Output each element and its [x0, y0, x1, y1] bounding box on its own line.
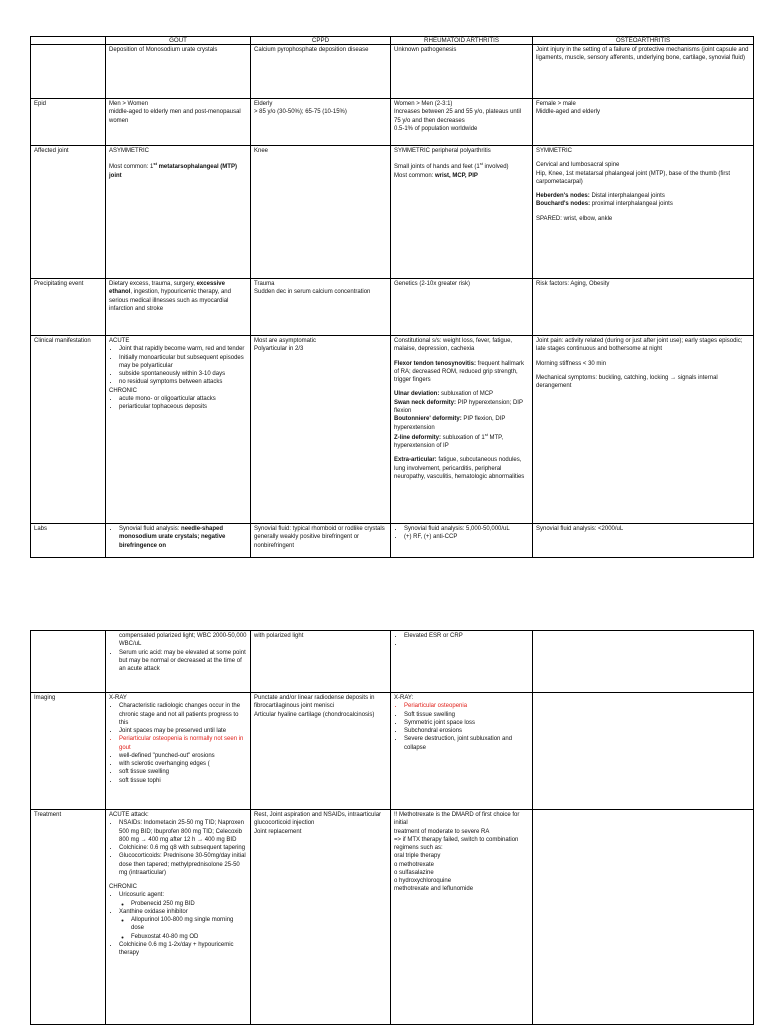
list-item: • with sclerotic overhanging edges ( [119, 760, 247, 768]
text: signals internal derangement [536, 374, 718, 390]
text: fatigue, subcutaneous nodules, lung involvement, pericarditis, peripheral neuropathy, vasculitis, hematologic abnormalities [394, 457, 525, 480]
text: PIP hyperextension; DIP flexion [394, 399, 523, 414]
cell-oa: Risk factors: Aging, Obesity [533, 279, 754, 336]
row-label: Treatment [31, 810, 106, 1025]
cell-cppd [251, 279, 391, 336]
cell-cppd [251, 336, 391, 524]
list-item: • Colchicine 0.6 mg 1-2x/day + hypouricemic therapy [119, 941, 247, 958]
header-gout: GOUT [106, 37, 251, 45]
text: SYMMETRIC [536, 148, 572, 155]
list-item [119, 908, 247, 941]
row-label: Imaging [31, 693, 106, 810]
text: frequent hallmark of RA; decreased ROM, reduced grip strength, trigger fingers [394, 360, 525, 384]
cell-ra [391, 99, 533, 146]
cell-cppd: Knee [251, 146, 391, 279]
text: Hip, Knee, 1st metatarsal phalangeal joint (MTP), base of the thumb (first carpometacarpal) [536, 170, 731, 185]
text: o methotrexate [394, 861, 435, 868]
text: Elderly [254, 101, 273, 108]
cell-cppd [251, 99, 391, 146]
text: st [484, 431, 488, 437]
list-item: • acute mono- or oligoarticular attacks [119, 395, 247, 403]
header-oa: OSTEOARTHRITIS [533, 37, 754, 45]
cell-gout [106, 524, 251, 558]
text: Constitutional s/s: [394, 338, 444, 345]
text: subluxation of MCP [439, 391, 494, 398]
header-cppd: CPPD [251, 37, 391, 45]
cell-ra [391, 810, 533, 1025]
cell-gout [106, 99, 251, 146]
text: Heberden's nodes: [536, 193, 590, 200]
cell-ra [391, 524, 533, 558]
row-label: Clinical manifestation [31, 336, 106, 524]
text: Most common: 1 [109, 164, 154, 171]
text: st [153, 161, 157, 167]
row-label: Labs [31, 524, 106, 558]
list-item: • Severe destruction, joint subluxation and collapse [404, 735, 529, 752]
text: Z-line deformity: [394, 434, 442, 441]
list [109, 525, 247, 550]
text: Men > Women [109, 101, 149, 108]
text: Dietary excess, trauma, surgery, [109, 281, 197, 288]
text: PIP flexion, DIP hyperextension [394, 416, 506, 431]
text [394, 360, 529, 385]
list-item: • Joint that rapidly become warm, red and tender [119, 345, 247, 353]
text: methotrexate and leflunomide [394, 886, 474, 893]
arrow-icon: → [670, 374, 677, 381]
list-item: • Periarticular osteopenia is normally not seen in gout [119, 735, 247, 752]
list-item: • Soft tissue swelling [404, 711, 529, 719]
text: st [479, 161, 483, 167]
list-item: ◦ Probenecid 250 mg BID [131, 900, 247, 908]
arrow-icon: → [140, 836, 147, 843]
list-item: • Synovial fluid analysis: 5,000-50,000/uL [404, 525, 529, 533]
cell-ra [391, 336, 533, 524]
cell-oa: Joint injury in the setting of a failure of protective mechanisms (joint capsule and ligaments, muscle, sensory afferents, underlying bone, cartilage, synovial fluid) [533, 45, 754, 99]
text: Sudden dec in serum calcium concentration [254, 289, 371, 296]
text: compensated polarized light; WBC 2000-50,000 WBC/uL [119, 633, 247, 648]
text: Morning stiffness < 30 min [536, 360, 607, 367]
text: Cervical and lumbosacral spine [536, 162, 620, 169]
text: involved) [482, 164, 509, 171]
text: treatment of moderate to severe RA [394, 828, 490, 835]
text: SYMMETRIC peripheral polyarthritis [394, 148, 491, 155]
cell-gout: Deposition of Monosodium urate crystals [106, 45, 251, 99]
cell-oa [533, 693, 754, 810]
text: , ingestion, hypouricemic therapy, and serious medical illnesses such as myocardial infarction and stroke [109, 289, 231, 312]
header-empty [31, 37, 106, 45]
list-item [119, 819, 247, 844]
text: weight loss, fever, fatigue, malaise, depression, cachexia [394, 338, 513, 353]
table-row-affected-joint [31, 146, 754, 279]
cell-ra [391, 631, 533, 693]
text: Boutonniere' deformity: [394, 416, 462, 423]
cell-cppd: Calcium pyrophosphate deposition disease [251, 45, 391, 99]
cell-gout [106, 146, 251, 279]
list [109, 649, 247, 674]
list-item: • Symmetric joint space loss [404, 719, 529, 727]
text: MTP, hyperextension of IP [394, 434, 504, 450]
text [394, 172, 529, 180]
row-label [31, 631, 106, 693]
text: Rest, Joint aspiration and NSAIDs, intraarticular glucocorticoid injection [254, 812, 382, 827]
text: Xanthine oxidase inhibitor [119, 908, 188, 915]
list-item: • Colchicine: 0.6 mg q8 with subsequent tapering [119, 844, 247, 852]
text: oral triple therapy [394, 853, 441, 860]
text: CHRONIC [109, 387, 137, 394]
text: SPARED: wrist, elbow, ankle [536, 215, 613, 222]
text: Joint pain: activity related (during or just after joint use); early stages episodic; late stages continuous and bothersome at night [536, 338, 743, 353]
text: Joint replacement [254, 828, 302, 835]
text [394, 337, 529, 354]
cell-oa [533, 631, 754, 693]
list [109, 891, 247, 957]
header-row [31, 37, 754, 45]
cell-cppd: Synovial fluid: typical rhomboid or rodlike crystals generally weakly positive birefringent or nonbirefringent [251, 524, 391, 558]
text: Swan neck deformity: [394, 399, 457, 406]
list-item: • well-defined "punched-out" erosions [119, 752, 247, 760]
text: ACUTE attack: [109, 812, 149, 818]
text: middle-aged to elderly men and post-menopausal women [109, 109, 241, 124]
list [109, 702, 247, 785]
cell-ra [391, 693, 533, 810]
text: Most are asymptomatic [254, 338, 317, 345]
cell-oa [533, 336, 754, 524]
list [109, 395, 247, 412]
table-row-labs [31, 524, 754, 558]
text [109, 161, 247, 180]
cell-gout [106, 631, 251, 693]
text [394, 390, 529, 398]
list-item: • Initially monoarticular but subsequent episodes may be polyarticular [119, 354, 247, 371]
text [394, 161, 529, 171]
table-row-labs-continued [31, 631, 754, 693]
list [109, 345, 247, 386]
text: X-RAY [109, 695, 127, 701]
text: Ulnar deviation: [394, 391, 440, 398]
text [394, 399, 529, 416]
table-row-definition [31, 45, 754, 99]
text: 400 mg after 12 h [146, 836, 198, 843]
cell-ra [391, 146, 533, 279]
list-item [119, 525, 247, 550]
text: o sulfasalazine [394, 869, 434, 876]
cell-gout [106, 336, 251, 524]
cell-oa: Synovial fluid analysis: <2000/uL [533, 524, 754, 558]
text [394, 415, 529, 432]
cell-oa [533, 146, 754, 279]
row-label: Precipitating event [31, 279, 106, 336]
text: metatarsophalangeal (MTP) joint [109, 164, 237, 179]
table-row-treatment [31, 810, 754, 1025]
list-item: • no residual symptoms between attacks [119, 378, 247, 386]
list-item: • Joint spaces may be preserved until late [119, 727, 247, 735]
list-item [119, 891, 247, 908]
text: excessive ethanol [109, 281, 225, 296]
text [536, 200, 750, 208]
text: Extra-articular: [394, 457, 437, 464]
row-label: Epid [31, 99, 106, 146]
text [536, 374, 750, 391]
list-item: • periarticular tophaceous deposits [119, 403, 247, 411]
text: Women > Men (2-3:1) [394, 101, 453, 108]
list-item: • soft tissue tophi [119, 777, 247, 785]
text: Trauma [254, 281, 275, 288]
text: Articular hyaline cartilage (chondrocalcinosis) [254, 711, 375, 718]
list-item: • Characteristic radiologic changes occur in the chronic stage and not all patients progress to this [119, 702, 247, 727]
table-row-imaging [31, 693, 754, 810]
list [394, 525, 529, 542]
text: Mechanical symptoms: buckling, catching, locking [536, 374, 671, 381]
text [394, 432, 529, 451]
list-item: • soft tissue swelling [119, 768, 247, 776]
text: Synovial fluid analysis: [119, 526, 182, 533]
text: Increases between 25 and 55 y/o, plateaus until 75 y/o and then decreases [394, 109, 522, 124]
cell-cppd [251, 810, 391, 1025]
text: Middle-aged and elderly [536, 109, 601, 116]
list [109, 819, 247, 877]
text: !! Methotrexate is the DMARD of first choice for initial [394, 812, 520, 827]
text: needle-shaped monosodium urate crystals; negative birefringence on [119, 526, 226, 549]
text: Most common: [394, 172, 436, 179]
cell-oa [533, 810, 754, 1025]
arrow-icon: → [197, 836, 204, 843]
row-label: Affected joint [31, 146, 106, 279]
text: 0.5-1% of population worldwide [394, 125, 478, 132]
cell-gout [106, 810, 251, 1025]
cell-oa [533, 99, 754, 146]
table-row-clinical-manifestation [31, 336, 754, 524]
comparison-table-part-2 [30, 630, 754, 1025]
table-row-epid [31, 99, 754, 146]
list [394, 702, 529, 752]
text: Punctate and/or linear radiodense deposits in fibrocartilaginous joint menisci [254, 695, 375, 710]
list-item: • Glucocorticoids: Prednisone 30-50mg/day initial dose then tapered; methylprednisolone 25-50 mg (intraarticular) [119, 852, 247, 877]
text [394, 456, 529, 481]
text: > 85 y/o (30-50%); 65-75 (10-15%) [254, 109, 347, 116]
text: o hydroxychloroquine [394, 878, 452, 885]
text: ACUTE [109, 338, 130, 345]
table-row-precipitating-event [31, 279, 754, 336]
list-item: • (+) RF, (+) anti-CCP [404, 533, 529, 541]
text: 400 mg BID [203, 836, 237, 843]
sub-list [119, 900, 247, 908]
text: Distal interphalangeal joints [589, 193, 665, 200]
comparison-table-part-1 [30, 36, 754, 558]
cell-gout [106, 693, 251, 810]
text: CHRONIC [109, 884, 137, 891]
text: Uricosuric agent: [119, 892, 165, 899]
text [536, 192, 750, 200]
text: Bouchard's nodes: [536, 201, 591, 208]
list [394, 632, 529, 649]
list-item [404, 640, 529, 648]
list-item: • subside spontaneously within 3-10 days [119, 370, 247, 378]
text: Flexor tendon tenosynovitis: [394, 360, 477, 367]
text: wrist, MCP, PIP [435, 172, 478, 179]
list-item: • Serum uric acid: may be elevated at some point but may be normal or decreased at the time of an acute attack [119, 649, 247, 674]
table-page-1 [30, 36, 753, 558]
text: subluxation of 1 [441, 434, 485, 441]
text: X-RAY: [394, 695, 414, 701]
text: proximal interphalangeal joints [590, 201, 673, 208]
row-label [31, 45, 106, 99]
cell-ra: Genetics (2-10x greater risk) [391, 279, 533, 336]
text: Small joints of hands and feet (1 [394, 164, 480, 171]
list-item: • Elevated ESR or CRP [404, 632, 529, 640]
cell-cppd [251, 693, 391, 810]
text: => if MTX therapy failed, switch to combination regimens such as: [394, 836, 519, 852]
list-item: • Periarticular osteopenia [404, 702, 529, 710]
cell-gout [106, 279, 251, 336]
text: Female > male [536, 101, 576, 108]
header-ra: RHEUMATOID ARTHRITIS [391, 37, 533, 45]
text: Polyarticular in 2/3 [254, 346, 304, 353]
sub-list [119, 916, 247, 941]
text: NSAIDs: Indometacin 25-50 mg TID; Naproxen 500 mg BID; Ibuprofen 800 mg TID; Celecoxib 800 mg [119, 820, 244, 843]
list-item: ◦ Allopurinol 100-800 mg single morning dose [131, 916, 247, 933]
cell-ra: Unknown pathogenesis [391, 45, 533, 99]
list-item: ◦ Febuxostat 40-80 mg OD [131, 933, 247, 941]
cell-cppd: with polarized light [251, 631, 391, 693]
table-page-2 [30, 630, 753, 1025]
text: ASYMMETRIC [109, 148, 150, 155]
list-item: • Subchondral erosions [404, 727, 529, 735]
